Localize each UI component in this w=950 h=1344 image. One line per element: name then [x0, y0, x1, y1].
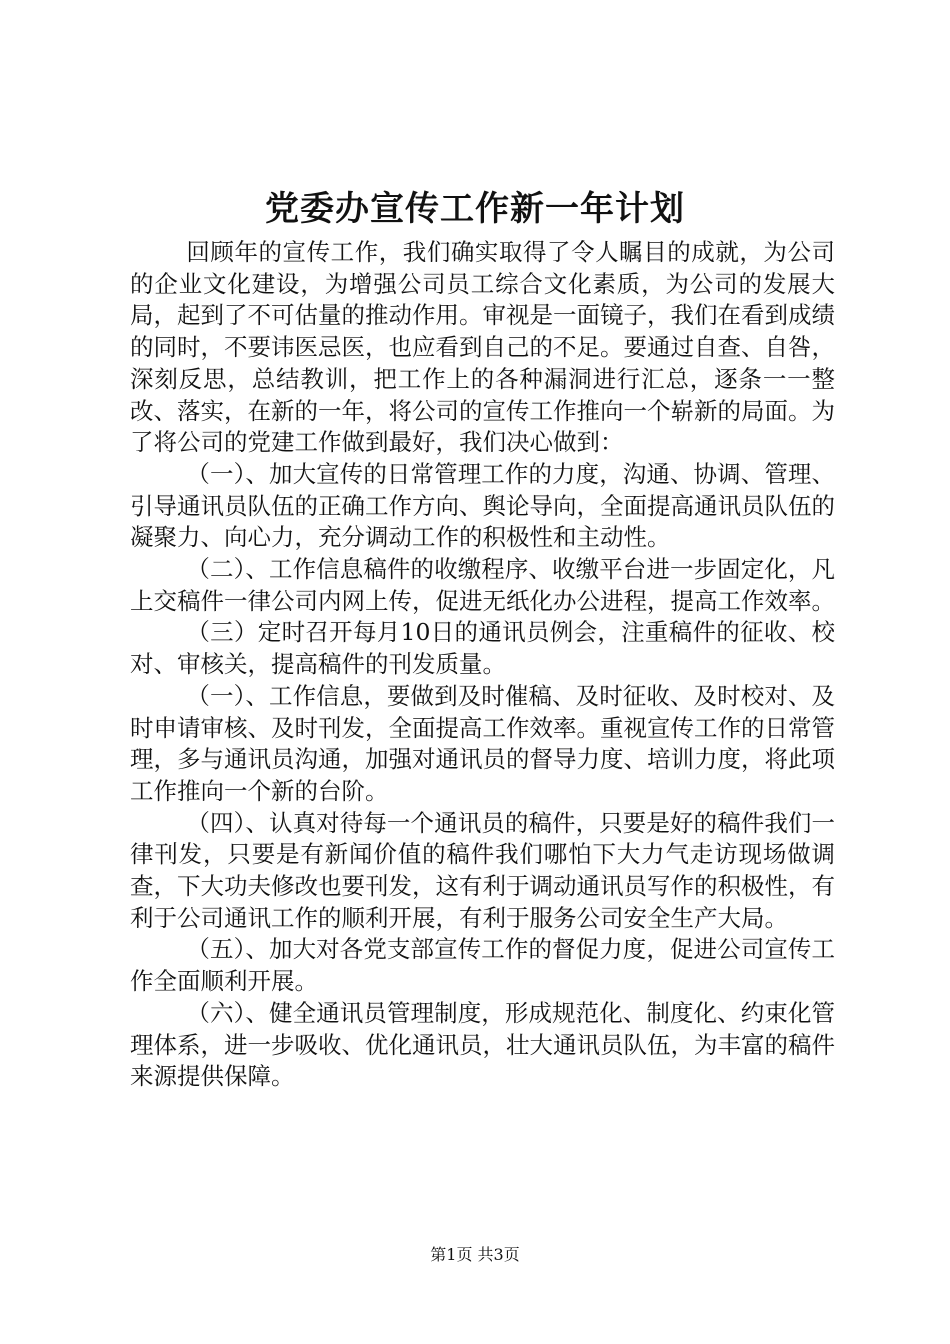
plan-item-paragraph: （五）、加大对各党支部宣传工作的督促力度，促进公司宣传工作全面顺利开展。 — [130, 935, 835, 996]
plan-item-paragraph: （三）定时召开每月10日的通讯员例会，注重稿件的征收、校对、审核关，提高稿件的刊发质量。 — [130, 618, 835, 679]
plan-item-paragraph: （四）、认真对待每一个通讯员的稿件，只要是好的稿件我们一律刊发，只要是有新闻价值的稿件我们哪怕下大力气走访现场做调查，下大功夫修改也要刊发，这有利于调动通讯员写作的积极性，有利于公司通讯工作的顺利开展，有利于服务公司安全生产大局。 — [130, 808, 835, 932]
page-number-footer: 第1页 共3页 — [430, 1245, 520, 1264]
plan-item-paragraph: （一）、加大宣传的日常管理工作的力度，沟通、协调、管理、引导通讯员队伍的正确工作方向、舆论导向，全面提高通讯员队伍的凝聚力、向心力，充分调动工作的积极性和主动性。 — [130, 459, 835, 552]
intro-paragraph: 回顾年的宣传工作，我们确实取得了令人瞩目的成就，为公司的企业文化建设，为增强公司员工综合文化素质，为公司的发展大局，起到了不可估量的推动作用。审视是一面镜子，我们在看到成绩的同时，不要讳医忌医，也应看到自己的不足。要通过自查、自咎，深刻反思，总结教训，把工作上的各种漏洞进行汇总，逐条一一整改、落实，在新的一年，将公司的宣传工作推向一个崭新的局面。为了将公司的党建工作做到最好，我们决心做到： — [130, 238, 835, 457]
plan-item-paragraph: （二）、工作信息稿件的收缴程序、收缴平台进一步固定化，凡上交稿件一律公司内网上传，促进无纸化办公进程，提高工作效率。 — [130, 555, 835, 615]
document-title: 党委办宣传工作新一年计划 — [265, 189, 685, 229]
document-body — [130, 237, 835, 1093]
plan-item-paragraph: （一）、工作信息，要做到及时催稿、及时征收、及时校对、及时申请审核、及时刊发，全面提高工作效率。重视宣传工作的日常管理，多与通讯员沟通，加强对通讯员的督导力度、培训力度，将此项工作推向一个新的台阶。 — [130, 681, 835, 805]
plan-item-paragraph: （六）、健全通讯员管理制度，形成规范化、制度化、约束化管理体系，进一步吸收、优化通讯员，壮大通讯员队伍，为丰富的稿件来源提供保障。 — [130, 998, 835, 1091]
